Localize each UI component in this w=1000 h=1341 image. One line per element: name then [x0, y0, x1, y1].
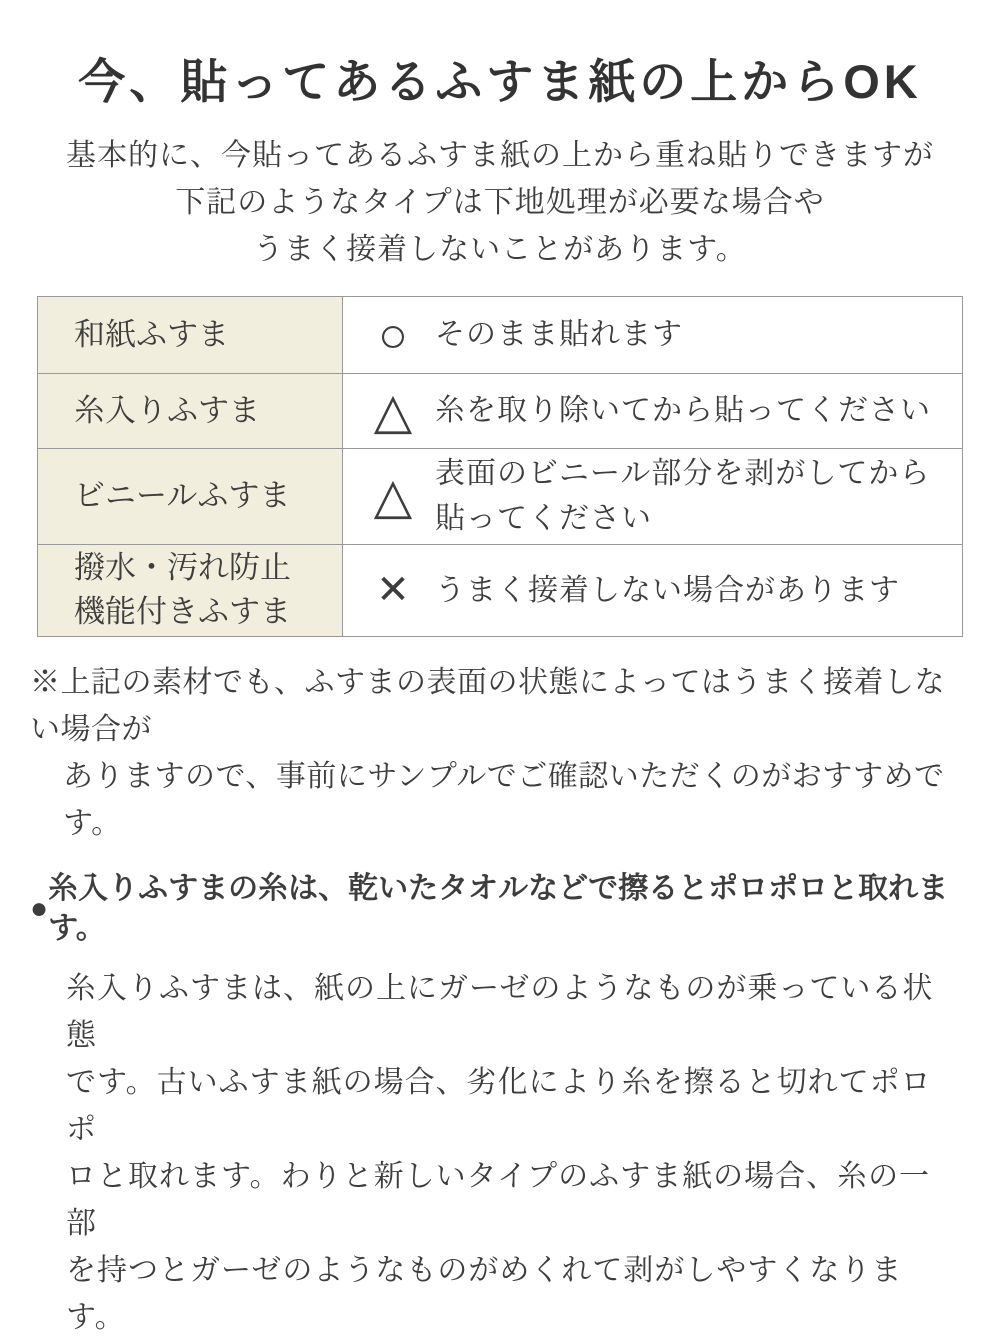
type-label: 撥水・汚れ防止 [74, 550, 291, 586]
thread-body-line: ロと取れます。わりと新しいタイプのふすま紙の場合、糸の一部 [66, 1159, 931, 1240]
thread-note-headline [30, 869, 970, 949]
thread-note-body [66, 965, 940, 1341]
type-cell [38, 448, 343, 544]
cross-ng-symbol: ✕ [376, 568, 410, 613]
intro-line: 下記のようなタイプは下地処理が必要な場合や [175, 185, 825, 219]
intro-line: 基本的に、今貼ってあるふすま紙の上から重ね貼りできますが [66, 138, 934, 172]
compatibility-table [37, 296, 963, 637]
triangle-caution-symbol: △ [373, 382, 413, 439]
thread-body-line: 糸入りふすまは、紙の上にガーゼのようなものが乗っている状態 [66, 971, 934, 1052]
table-row-itoiri [38, 373, 963, 448]
triangle-caution-symbol: △ [373, 468, 413, 525]
circle-ok-symbol: ○ [377, 306, 409, 363]
description-cell [343, 373, 963, 448]
thread-body-line: です。古いふすま紙の場合、劣化により糸を擦ると切れてポロポ [66, 1065, 932, 1146]
type-cell [38, 373, 343, 448]
note-line: ありますので、事前にサンプルでご確認いただくのがおすすめです。 [63, 759, 945, 840]
type-label: 機能付きふすま [74, 594, 291, 630]
type-cell [38, 296, 343, 373]
page-title: 今、貼ってあるふすま紙の上からOK [78, 55, 922, 108]
description-cell [343, 544, 963, 636]
table-row-vinyl [38, 448, 963, 544]
thread-body-line: を持つとガーゼのようなものがめくれて剥がしやすくなります。 [66, 1253, 903, 1334]
intro-line: うまく接着しないことがあります。 [253, 232, 747, 266]
table-row-hassui [38, 544, 963, 636]
description-text: うまく接着しない場合があります [435, 573, 900, 607]
description-cell [343, 296, 963, 373]
table-row-washi [38, 296, 963, 373]
description-cell [343, 448, 963, 544]
type-label: 糸入りふすま [74, 392, 260, 428]
caution-note [30, 659, 960, 847]
note-line: ※上記の素材でも、ふすまの表面の状態によってはうまく接着しない場合が [30, 665, 945, 746]
type-label: ビニールふすま [74, 478, 291, 514]
description-text: そのまま貼れます [435, 318, 683, 352]
bullet-icon: ● [30, 891, 49, 925]
intro-paragraph [0, 132, 1000, 273]
type-cell [38, 544, 343, 636]
thread-headline-text: 糸入りふすまの糸は、乾いたタオルなどで擦るとポロポロと取れます。 [48, 871, 949, 945]
description-text: 糸を取り除いてから貼ってください [435, 394, 931, 428]
description-text: 表面のビニール部分を剥がしてから 貼ってください [435, 457, 931, 536]
type-label: 和紙ふすま [74, 316, 229, 352]
